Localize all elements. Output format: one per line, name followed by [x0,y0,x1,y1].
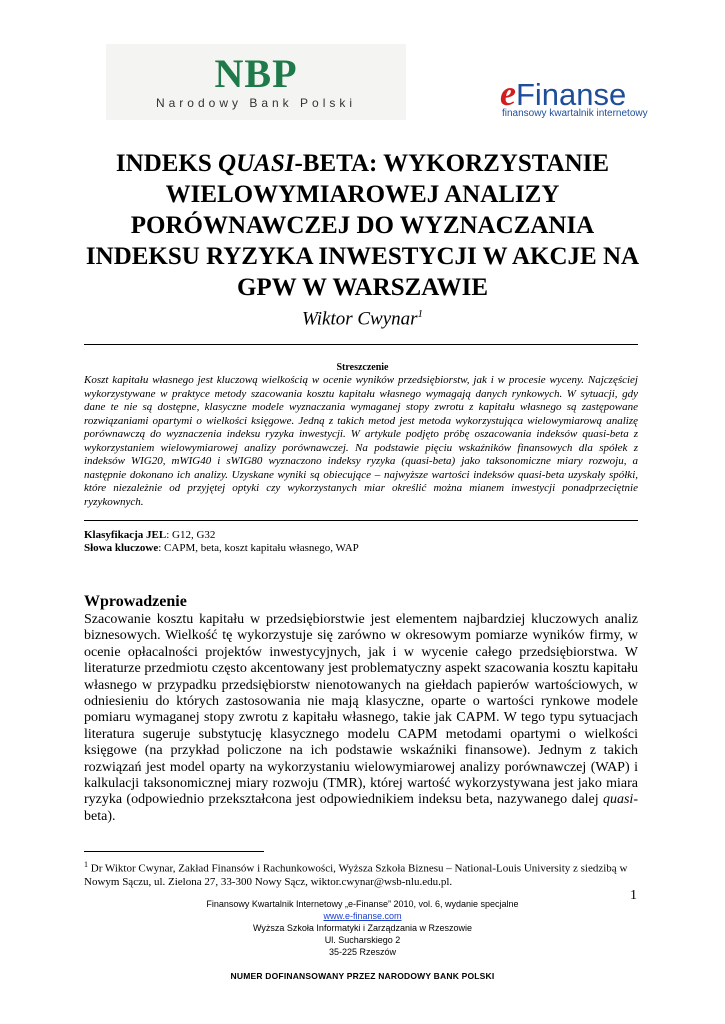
author-footnote-mark: 1 [417,308,424,320]
keywords-value: : CAPM, beta, koszt kapitału własnego, WAP [158,542,359,554]
section-heading-introduction: Wprowadzenie [84,593,187,610]
introduction-italic: quasi [602,792,634,808]
jel-classification [84,529,215,541]
keywords-label: Słowa kluczowe [84,542,159,554]
journal-line-5: 35-225 Rzeszów [328,947,397,957]
footnote [84,858,638,890]
abstract-body: Koszt kapitału własnego jest kluczową wielkością w ocenie wyników przedsiębiorstw, jak i w procesie wyceny. Najczęściej wykorzystywane w praktyce metody szacowania kosztu kapitału własnego wymagają danych rynkowych. W sytuacji, gdy dane te nie są dostępne, klasyczne modele wyznaczania wymaganej stopy zwrotu z kapitału własnego są zastępowane rozwiązaniami opartymi o wielkości księgowe. Jedną z takich metod jest metoda wykorzystująca wielowymiarową analizę porównawczą do wyznaczenia indeksu ryzyka inwestycji. W artykule podjęto próbę oszacowania indeksów quasi-beta z wykorzystaniem wielowymiarowej analizy porównawczej. Na podstawie pięciu wskaźników finansowych dla spółek z indeksów WIG20, mWIG40 i sWIG80 wyznaczono indeksy ryzyka (quasi-beta) jako taksonomiczne miary rozwoju, a następnie dokonano ich analizy. Uzyskane wyniki są obiecujące – najwyższe wartości indeksów quasi-beta uzyskały spółki, które niezależnie od przyjętej optyki czy wykorzystanych miar określić można mianem inwestycji ponadprzeciętnie ryzykownych. [84,374,638,508]
journal-line-3: Wyższa Szkoła Informatyki i Zarządzania w Rzeszowie [253,923,472,933]
efinanse-logo [496,72,702,122]
keywords [84,542,359,554]
nbp-logo-subtitle: Narodowy Bank Polski [155,96,357,110]
footnote-text: Dr Wiktor Cwynar, Zakład Finansów i Rachunkowości, Wyższa Szkoła Biznesu – National-Louis University z siedzibą w Nowym Sączu, ul. Zielona 27, 33-300 Nowy Sącz, wiktor.cwynar@wsb-nlu.edu.pl. [84,862,628,889]
jel-value: : G12, G32 [166,529,216,541]
introduction-body [84,612,638,825]
divider-top [84,344,638,345]
abstract-heading: Streszczenie [336,362,389,373]
introduction-text: Szacowanie kosztu kapitału w przedsiębiorstwie jest elementem najbardziej kluczowych analiz biznesowych. Wielkość tę wykorzystuje się zarówno w okresowym pomiarze wyników firmy, w ocenie opłacalności projektów inwestycyjnych, jak i w wycenie całego przedsiębiorstwa. W literaturze przedmiotu często akcentowany jest problematyczny aspekt szacowania kosztu kapitału własnego w przypadku przedsiębiorstw nienotowanych na giełdach papierów wartościowych, w odniesieniu do których zastosowania nie mają klasyczne, oparte o wartości rynkowe modele pomiaru wymaganej stopy zwrotu z kapitału własnego, takie jak CAPM. W tego typu sytuacjach literatura sugeruje substytucję klasycznego modelu CAPM metodami opartymi o wielkości księgowe (na przykład policzone na ich podstawie wskaźniki finansowe). Jednym z takich rozwiązań jest model oparty na wykorzystaniu wielowymiarowej analizy porównawczej (WAP) i kalkulacji taksonomicznej miary rozwoju (TMR), której wartość wykorzystywana jest jako miara ryzyka (odpowiednio przekształcona jest odpowiednikiem indeksu beta, nazywanego dalej [84,612,638,808]
title-part-2: -BETA: WYKORZYSTANIE WIELOWYMIAROWEJ ANALIZY PORÓWNAWCZEJ DO WYZNACZANIA INDEKSU RYZYKA INWESTYCJI W AKCJE NA GPW W WARSZAWIE [85,150,640,301]
nbp-logo-mark: NBP [214,51,298,96]
footnote-divider [84,851,264,852]
journal-line-4: Ul. Sucharskiego 2 [324,935,401,945]
efinanse-logo-word: Finanse [515,77,627,112]
journal-line-1: Finansowy Kwartalnik Internetowy „e-Finanse” 2010, vol. 6, wydanie specjalne [206,899,519,909]
author-name: Wiktor Cwynar [301,308,418,330]
title-part-1: INDEKS [115,150,219,177]
paper-title [80,148,645,303]
divider-bottom [84,520,638,521]
introduction-text-end: -beta). [84,792,638,824]
funding-note: NUMER DOFINANSOWANY PRZEZ NARODOWY BANK POLSKI [230,971,495,981]
efinanse-logo-subtitle: finansowy kwartalnik internetowy [502,108,648,119]
page-number: 1 [630,888,637,903]
journal-url-link[interactable]: www.e-finanse.com [323,911,402,921]
journal-info [80,898,645,958]
footnote-mark: 1 [84,860,88,869]
title-italic: QUASI [218,150,295,177]
jel-label: Klasyfikacja JEL [84,529,167,541]
efinanse-logo-e: e [500,73,516,113]
nbp-logo [106,44,406,120]
author [80,308,645,330]
